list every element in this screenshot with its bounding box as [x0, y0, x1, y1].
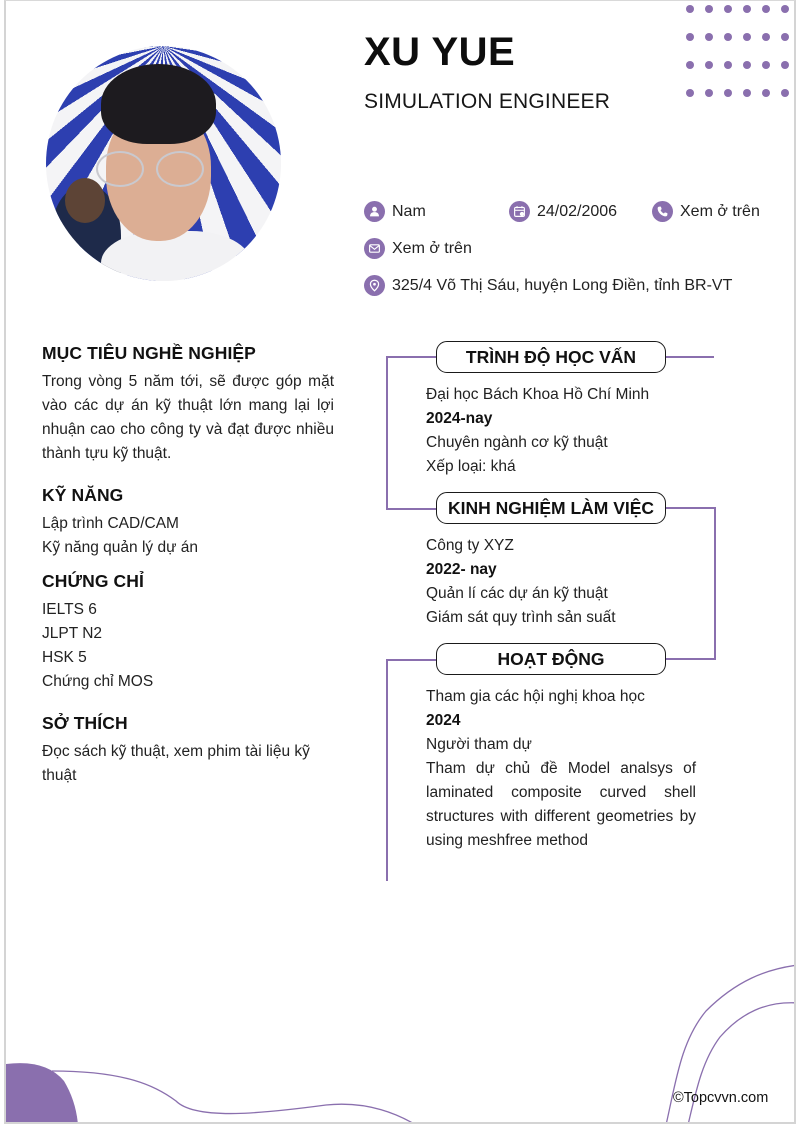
phone-icon [652, 201, 673, 222]
experience-heading: KINH NGHIỆM LÀM VIỆC [436, 492, 666, 524]
activities-heading: HOẠT ĐỘNG [436, 643, 666, 675]
dot-pattern-decoration [686, 5, 796, 105]
skill-item: Lập trình CAD/CAM [42, 515, 179, 532]
timeline-connector [664, 356, 714, 358]
dot-icon [686, 61, 694, 69]
email-value: Xem ở trên [392, 239, 472, 257]
activity-description: Tham dự chủ đề Model analsys of laminated composite curved shell structures with different geometries by using meshfree method [426, 760, 696, 849]
job-title: SIMULATION ENGINEER [364, 90, 611, 113]
profile-photo [46, 46, 281, 281]
objective-heading: MỤC TIÊU NGHỀ NGHIỆP [42, 343, 256, 363]
objective-section [42, 343, 334, 466]
education-heading: TRÌNH ĐỘ HỌC VẤN [436, 341, 666, 373]
timeline-connector [386, 356, 438, 358]
contact-email [364, 238, 472, 259]
timeline-connector [386, 659, 438, 661]
dot-icon [781, 33, 789, 41]
experience-period: 2022- nay [426, 561, 497, 578]
education-major: Chuyên ngành cơ kỹ thuật [426, 434, 608, 451]
dot-icon [781, 61, 789, 69]
left-column [42, 343, 334, 807]
dot-icon [781, 5, 789, 13]
dot-icon [762, 61, 770, 69]
email-icon [364, 238, 385, 259]
certificate-item: HSK 5 [42, 649, 87, 666]
dot-icon [686, 89, 694, 97]
dot-icon [781, 89, 789, 97]
address-value: 325/4 Võ Thị Sáu, huyện Long Điền, tỉnh BR-VT [392, 276, 733, 294]
dot-icon [743, 61, 751, 69]
contact-birthday [509, 201, 617, 222]
dot-icon [705, 89, 713, 97]
dot-icon [724, 61, 732, 69]
dot-icon [743, 89, 751, 97]
dot-icon [705, 33, 713, 41]
experience-duty: Giám sát quy trình sản suất [426, 609, 616, 626]
dot-icon [686, 5, 694, 13]
certificate-item: Chứng chỉ MOS [42, 673, 154, 690]
activities-section [426, 685, 696, 853]
experience-duty: Quản lí các dự án kỹ thuật [426, 585, 608, 602]
timeline-connector [386, 356, 388, 509]
birthday-value: 24/02/2006 [537, 202, 618, 220]
skills-heading: KỸ NĂNG [42, 485, 124, 505]
cv-page [4, 0, 796, 1124]
dot-icon [724, 33, 732, 41]
dot-icon [724, 5, 732, 13]
certificate-item: IELTS 6 [42, 601, 97, 618]
certificate-item: JLPT N2 [42, 625, 103, 642]
skill-item: Kỹ năng quản lý dự án [42, 539, 199, 556]
phone-value: Xem ở trên [680, 202, 760, 220]
dot-icon [743, 5, 751, 13]
calendar-icon [509, 201, 530, 222]
candidate-name: XU YUE [364, 30, 516, 74]
activity-period: 2024 [426, 712, 461, 729]
hobbies-section [42, 713, 334, 788]
school-name: Đại học Bách Khoa Hồ Chí Minh [426, 386, 650, 403]
timeline-connector [714, 507, 716, 659]
skills-section [42, 485, 334, 560]
education-period: 2024-nay [426, 410, 493, 427]
gender-value: Nam [392, 202, 426, 220]
dot-icon [762, 89, 770, 97]
dot-icon [724, 89, 732, 97]
timeline-connector [664, 658, 716, 660]
dot-icon [705, 5, 713, 13]
copyright-footer: ©Topcvvn.com [673, 1090, 769, 1106]
experience-section [426, 534, 696, 630]
timeline-connector [386, 659, 388, 881]
company-name: Công ty XYZ [426, 537, 514, 554]
dot-icon [743, 33, 751, 41]
education-grade: Xếp loại: khá [426, 458, 516, 475]
timeline-connector [664, 507, 716, 509]
objective-text: Trong vòng 5 năm tới, sẽ được góp mặt vào các dự án kỹ thuật lớn mang lại lợi nhuận cao cho công ty và đạt được nhiều thành tựu kỹ thuật. [42, 373, 334, 462]
location-pin-icon [364, 275, 385, 296]
hobbies-heading: SỞ THÍCH [42, 713, 128, 733]
hobbies-text: Đọc sách kỹ thuật, xem phim tài liệu kỹ thuật [42, 743, 310, 784]
certificates-heading: CHỨNG CHỈ [42, 571, 144, 591]
activity-role: Người tham dự [426, 736, 532, 753]
user-icon [364, 201, 385, 222]
dot-icon [705, 61, 713, 69]
activity-name: Tham gia các hội nghị khoa học [426, 688, 645, 705]
dot-icon [686, 33, 694, 41]
contact-phone [652, 201, 760, 222]
education-section [426, 383, 696, 479]
dot-icon [762, 33, 770, 41]
timeline-connector [386, 508, 438, 510]
certificates-section [42, 571, 334, 694]
contact-gender [364, 201, 426, 222]
dot-icon [762, 5, 770, 13]
contact-address [364, 275, 732, 296]
